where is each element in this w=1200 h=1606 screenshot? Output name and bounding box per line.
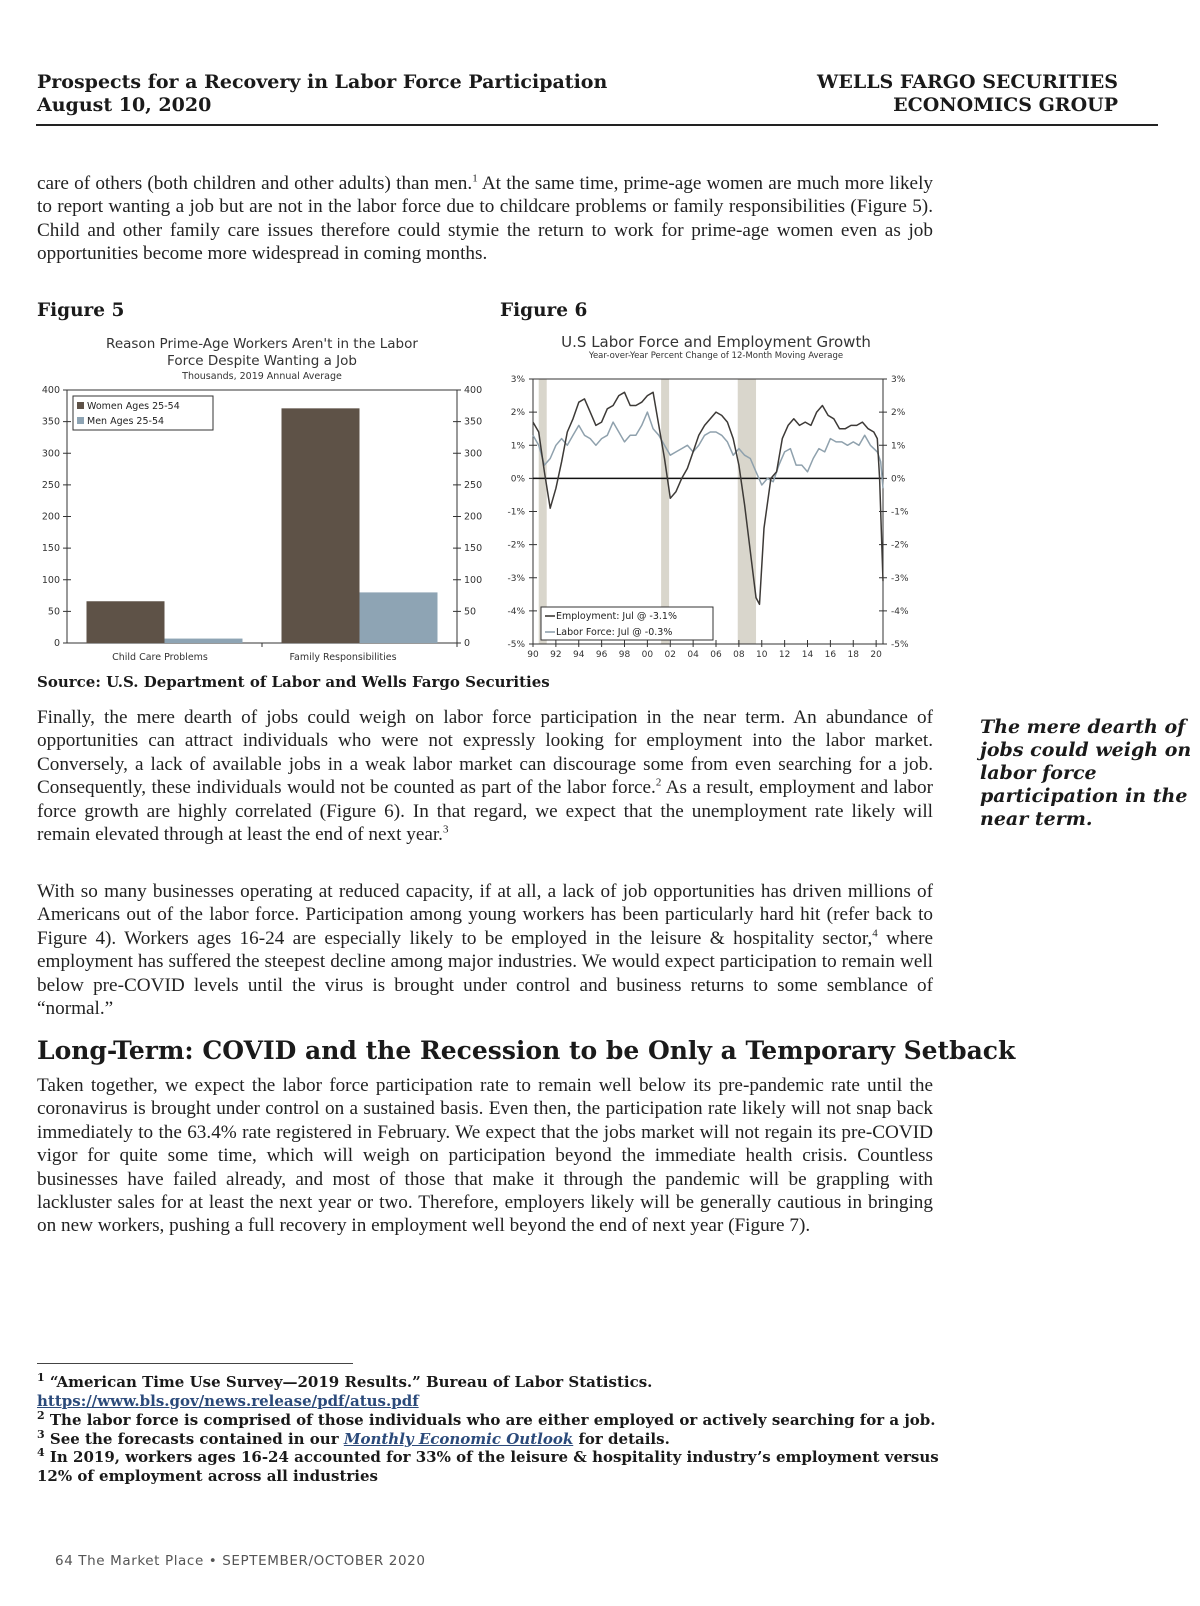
- footnote-1: [37, 1373, 942, 1410]
- fig5-legend-swatch: [77, 402, 84, 409]
- fig5-y-tick-label: 400: [41, 385, 60, 396]
- fig6-x-tick-label: 20: [870, 650, 882, 660]
- fig5-title-line1: Reason Prime-Age Workers Aren't in the Labor: [106, 336, 418, 352]
- fig6-x-tick-label: 14: [801, 650, 814, 660]
- fig6-x-tick-label: 98: [618, 650, 631, 660]
- fig6-y-tick-label: -4%: [507, 606, 525, 617]
- fig6-recession-band: [539, 379, 547, 644]
- footnote-number: 4: [37, 1446, 45, 1459]
- footnote-text: for details.: [573, 1430, 670, 1448]
- fig5-y-tick-label: 350: [41, 416, 60, 428]
- footnote-ref-1[interactable]: 1: [472, 172, 478, 185]
- footnote-ref-2[interactable]: 2: [655, 776, 662, 789]
- fig5-bar: [165, 639, 243, 643]
- fig5-legend-entry: Women Ages 25-54: [87, 401, 180, 412]
- fig6-series-line: [533, 412, 883, 488]
- fig5-title-line2: Force Despite Wanting a Job: [167, 353, 357, 369]
- fig5-y-tick-label: 150: [41, 543, 60, 555]
- fig5-legend-swatch: [77, 417, 84, 424]
- fig6-x-tick-label: 04: [687, 650, 699, 660]
- footnote-ref-3[interactable]: 3: [442, 823, 449, 836]
- fig6-x-tick-label: 06: [710, 650, 722, 660]
- fig6-y-tick-label: -1%: [891, 507, 909, 518]
- fig6-y-tick-label: 0%: [891, 474, 906, 485]
- footnote-2: [37, 1411, 942, 1430]
- fig6-y-tick-label: 1%: [891, 441, 906, 452]
- fig5-bar: [360, 592, 438, 643]
- fig5-y-tick-label: 0: [464, 638, 471, 649]
- fig5-y-tick-label: 400: [464, 385, 483, 396]
- fig5-y-tick-label: 100: [41, 574, 60, 586]
- fig6-x-tick-label: 90: [527, 650, 539, 660]
- fig6-legend-entry: Employment: Jul @ -3.1%: [556, 611, 677, 622]
- fig5-category-label: Child Care Problems: [112, 652, 208, 663]
- footnote-number: 3: [37, 1428, 45, 1441]
- fig5-subtitle: Thousands, 2019 Annual Average: [182, 371, 342, 382]
- fig5-y-tick-label: 0: [53, 638, 60, 649]
- fig6-y-tick-label: -5%: [891, 640, 909, 650]
- paragraph-2-text-rest: As a result, employment and labor force growth are highly correlated (Figure 6). In that regard, we expect that the unemployment rate likely will remain elevated through at least the end of next year.: [37, 777, 933, 846]
- fig6-y-tick-label: 2%: [891, 408, 906, 419]
- fig5-y-tick-label: 50: [464, 606, 477, 618]
- fig6-plot-frame: [533, 379, 883, 644]
- fig5-y-tick-label: 350: [464, 416, 483, 428]
- paragraph-3: [37, 880, 933, 1020]
- fig6-recession-bands: [539, 379, 756, 644]
- fig5-y-tick-label: 100: [464, 574, 483, 586]
- monthly-outlook-link[interactable]: Monthly Economic Outlook: [343, 1430, 574, 1448]
- page-footer: 64 The Market Place • SEPTEMBER/OCTOBER 2020: [55, 1553, 426, 1569]
- footnote-4: [37, 1448, 942, 1485]
- org-name: [817, 71, 1118, 117]
- fig5-bar: [87, 601, 165, 643]
- footnote-text: In 2019, workers ages 16-24 accounted for 33% of the leisure & hospitality industry’s employment versus 12% of employment across all industries: [37, 1448, 939, 1485]
- figure-6-label: Figure 6: [500, 300, 588, 321]
- org-name-line1: WELLS FARGO SECURITIES: [817, 71, 1118, 93]
- paragraph-3-text: With so many businesses operating at reduced capacity, if at all, a lack of job opportunities has driven millions of Americans out of the labor force. Participation among young workers has been particularly hard hit (refer back to Figure 4). Workers ages 16-24 are especially likely to be employed in the leisure & hospitality sector,: [37, 881, 933, 949]
- paragraph-1-text-rest: At the same time, prime-age women are much more likely to report wanting a job but are not in the labor force due to childcare problems or family responsibilities (Figure 5). Child and other family care issues therefore could stymie the return to work for prime-age women even as job opportunities become more widespread in coming months.: [37, 173, 933, 265]
- paragraph-1: [37, 172, 933, 266]
- paragraph-2-text: Finally, the mere dearth of jobs could weigh on labor force participation in the near term. An abundance of opportunities can attract individuals who were not expressly looking for employment into the labor market. Conversely, a lack of available jobs in a weak labor market can discourage some from even searching for a job. Consequently, these individuals would not be counted as part of the labor force.: [37, 707, 933, 799]
- header-divider: [36, 124, 1158, 126]
- footnote-divider: [37, 1363, 353, 1364]
- fig6-y-tick-label: -3%: [891, 573, 909, 584]
- fig6-x-tick-label: 08: [733, 650, 745, 660]
- footnote-text: See the forecasts contained in our: [44, 1430, 344, 1448]
- pull-quote: The mere dearth of jobs could weigh on labor force participation in the near term.: [980, 716, 1192, 830]
- footnote-text: “American Time Use Survey—2019 Results.” Bureau of Labor Statistics.: [44, 1373, 653, 1391]
- fig6-x-tick-label: 12: [778, 650, 791, 660]
- fig6-recession-band: [661, 379, 669, 644]
- report-title-line: Prospects for a Recovery in Labor Force Participation: [37, 71, 608, 93]
- fig6-y-tick-label: -1%: [507, 507, 525, 518]
- fig5-y-tick-label: 300: [464, 448, 483, 460]
- fig5-y-tick-label: 250: [41, 479, 60, 491]
- footnote-link[interactable]: https://www.bls.gov/news.release/pdf/atus.pdf: [37, 1391, 419, 1410]
- fig6-x-tick-label: 92: [550, 650, 562, 660]
- figure-6-chart: [494, 330, 954, 668]
- footnote-number: 1: [37, 1371, 45, 1384]
- fig6-x-tick-label: 96: [595, 650, 608, 660]
- section-heading: Long-Term: COVID and the Recession to be Only a Temporary Setback: [37, 1036, 1016, 1065]
- fig6-y-tick-label: 1%: [510, 441, 525, 452]
- paragraph-2: [37, 706, 933, 846]
- report-date: August 10, 2020: [37, 94, 212, 116]
- fig5-legend-entry: Men Ages 25-54: [87, 416, 165, 427]
- fig6-series-line: [533, 392, 883, 604]
- fig6-x-tick-label: 02: [664, 650, 676, 660]
- fig5-bar: [282, 408, 360, 643]
- fig6-legend-entry: Labor Force: Jul @ -0.3%: [556, 627, 673, 638]
- fig6-y-tick-label: -3%: [507, 573, 525, 584]
- fig6-y-tick-label: -2%: [507, 540, 525, 551]
- fig5-y-tick-label: 300: [41, 448, 60, 460]
- paragraph-1-text: care of others (both children and other adults) than men.: [37, 173, 473, 194]
- fig6-y-tick-label: -4%: [891, 606, 909, 617]
- fig5-y-tick-label: 200: [464, 511, 483, 523]
- fig6-y-tick-label: 0%: [510, 474, 525, 485]
- fig6-y-tick-label: 3%: [891, 375, 906, 385]
- fig6-y-tick-label: 2%: [510, 408, 525, 419]
- footnote-ref-4[interactable]: 4: [872, 927, 878, 940]
- paragraph-3-text-rest: where employment has suffered the steepest decline among major industries. We would expect participation to remain well below pre-COVID levels until the virus is brought under control and business returns to some semblance of “normal.”: [37, 927, 934, 1020]
- figure-5-chart: [30, 330, 492, 668]
- org-name-line2: ECONOMICS GROUP: [893, 94, 1118, 116]
- fig6-x-tick-label: 94: [573, 650, 585, 660]
- fig5-y-tick-label: 50: [47, 606, 60, 618]
- fig6-subtitle: Year-over-Year Percent Change of 12-Month Moving Average: [588, 351, 844, 361]
- fig6-recession-band: [738, 379, 756, 644]
- fig5-y-tick-label: 250: [464, 479, 483, 491]
- fig6-x-tick-label: 00: [641, 650, 654, 660]
- fig6-lines: [533, 392, 883, 604]
- fig5-y-tick-label: 150: [464, 543, 483, 555]
- footnote-text: The labor force is comprised of those individuals who are either employed or actively searching for a job.: [44, 1411, 936, 1429]
- fig5-category-label: Family Responsibilities: [289, 652, 397, 663]
- fig6-title: U.S Labor Force and Employment Growth: [561, 333, 871, 351]
- footnote-3: [37, 1430, 942, 1449]
- fig6-x-tick-label: 18: [847, 650, 859, 660]
- fig5-y-tick-label: 200: [41, 511, 60, 523]
- footnote-number: 2: [37, 1409, 45, 1422]
- figure-5-label: Figure 5: [37, 300, 125, 321]
- fig6-x-tick-label: 16: [824, 650, 837, 660]
- fig6-x-tick-label: 10: [756, 650, 768, 660]
- fig6-y-tick-label: -2%: [891, 540, 909, 551]
- report-title: [37, 71, 607, 117]
- figure-source: Source: U.S. Department of Labor and Wells Fargo Securities: [37, 673, 550, 691]
- paragraph-4: Taken together, we expect the labor force participation rate to remain well below its pre-pandemic rate until the coronavirus is brought under control on a sustained basis. Even then, the participation rate likely will not snap back immediately to the 63.4% rate registered in February. We expect that the jobs market will not regain its pre-COVID vigor for quite some time, which will weigh on participation beyond the immediate health crisis. Countless businesses have failed already, and most of those that make it through the pandemic will be grappling with lackluster sales for at least the next year or two. Therefore, employers likely will be generally cautious in bringing on new workers, pushing a full recovery in employment well beyond the end of next year (Figure 7).: [37, 1075, 933, 1237]
- fig5-bars: [87, 408, 458, 647]
- fig6-y-tick-label: -5%: [507, 640, 525, 650]
- fig6-y-tick-label: 3%: [510, 375, 525, 385]
